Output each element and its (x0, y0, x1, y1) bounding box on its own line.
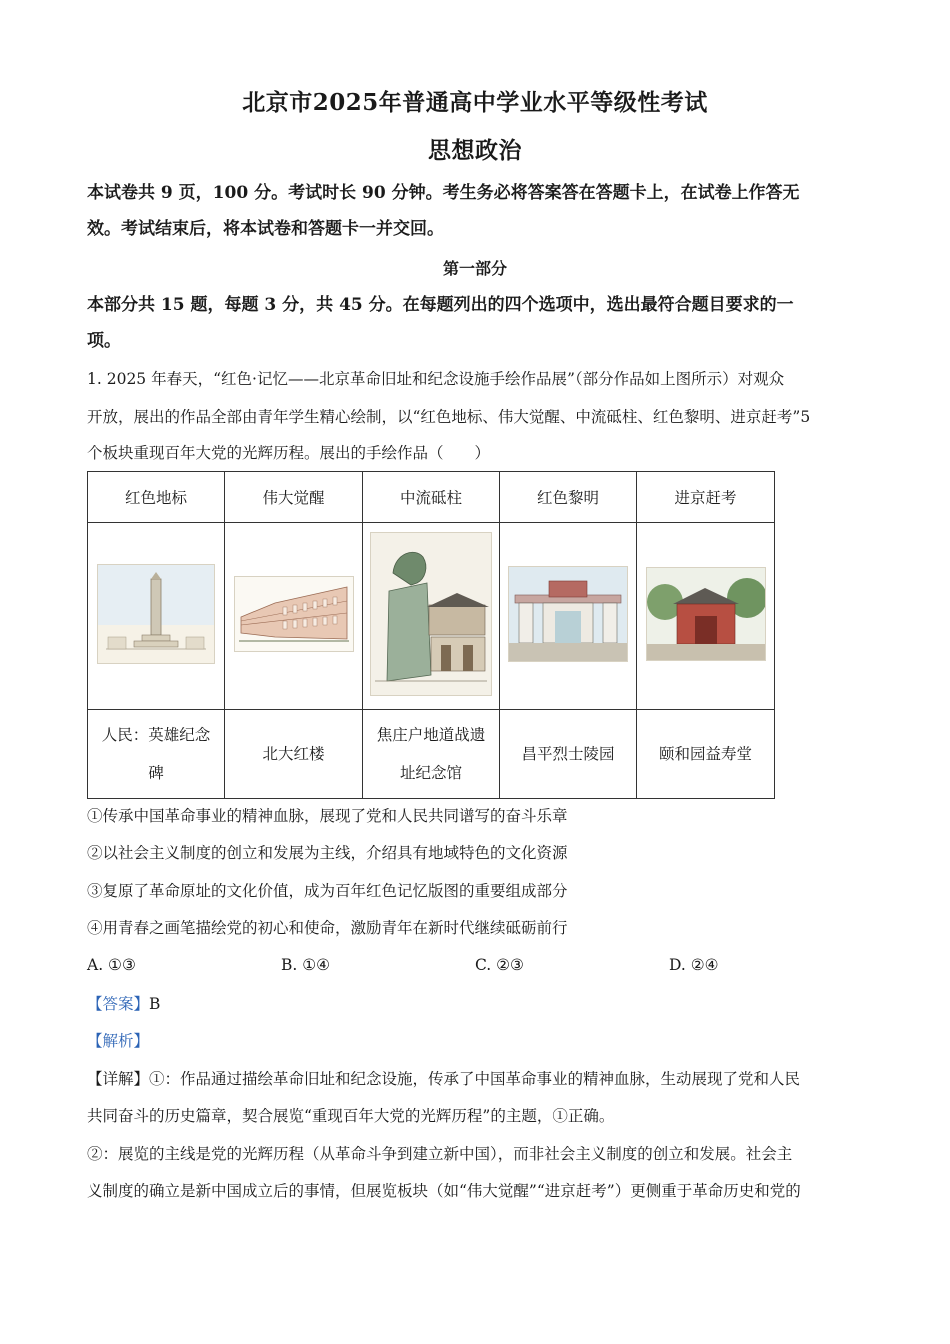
courtyard-hall-sketch (646, 567, 766, 661)
detail-line-4: 义制度的确立是新中国成立后的事情，但展览板块（如“伟大觉醒”“进京赶考”）更侧重于革命历史和党的 (87, 1182, 801, 1200)
answer-value: B (149, 995, 161, 1013)
name-cell (500, 710, 637, 799)
statement-4: ④用青春之画笔描绘党的初心和使命，激励青年在新时代继续砥砺前行 (87, 919, 568, 937)
instructions-line-1: 本试卷共 9 页，100 分。考试时长 90 分钟。考生务必将答案答在答题卡上，在试卷上作答无 (87, 183, 800, 203)
name-line: 碑 (148, 764, 164, 782)
header-cell: 进京赶考 (637, 472, 775, 523)
name-line: 址纪念馆 (399, 764, 462, 782)
name-line: 北大红楼 (262, 745, 325, 763)
option-b: B. ①④ (281, 956, 331, 974)
name-cell (637, 710, 775, 799)
tunnel-memorial-sketch (370, 532, 492, 696)
question-line-2: 开放，展出的作品全部由青年学生精心绘制，以“红色地标、伟大觉醒、中流砥柱、红色黎明、进京赶考”5 (87, 408, 811, 426)
statement-3: ③复原了革命原址的文化价值，成为百年红色记忆版图的重要组成部分 (87, 882, 568, 900)
part-description-line-1: 本部分共 15 题，每题 3 分，共 45 分。在每题列出的四个选项中，选出最符合题目要求的一 (87, 295, 794, 315)
detail-line-3: ②：展览的主线是党的光辉历程（从革命斗争到建立新中国），而非社会主义制度的创立和发展。社会主 (87, 1145, 793, 1163)
answer-label: 【答案】 (87, 995, 150, 1013)
name-cell (225, 710, 363, 799)
name-cell (363, 710, 500, 799)
red-building-sketch (234, 576, 354, 652)
name-line: 颐和园益寿堂 (658, 745, 752, 763)
artworks-table (87, 471, 775, 799)
image-cell (88, 523, 225, 710)
image-cell (363, 523, 500, 710)
instructions-line-2: 效。考试结束后，将本试卷和答题卡一并交回。 (87, 219, 444, 239)
detail-label: 【详解】 (87, 1070, 150, 1088)
detail-text: ①：作品通过描绘革命旧址和纪念设施，传承了中国革命事业的精神血脉，生动展现了党和人民 (149, 1070, 801, 1088)
statement-1: ①传承中国革命事业的精神血脉，展现了党和人民共同谱写的奋斗乐章 (87, 807, 568, 825)
image-cell (225, 523, 363, 710)
header-cell: 中流砥柱 (363, 472, 500, 523)
header-cell: 红色黎明 (500, 472, 637, 523)
name-line: 人民：英雄纪念 (101, 726, 211, 744)
option-a: A. ①③ (87, 956, 136, 974)
statement-2: ②以社会主义制度的创立和发展为主线，介绍具有地域特色的文化资源 (87, 844, 568, 862)
header-cell: 伟大觉醒 (225, 472, 363, 523)
memorial-gate-sketch (508, 566, 628, 662)
name-line: 焦庄户地道战遗 (376, 726, 486, 744)
image-cell (637, 523, 775, 710)
part-title: 第一部分 (442, 259, 507, 278)
detail-line-2: 共同奋斗的历史篇章，契合展览“重现百年大党的光辉历程”的主题，①正确。 (87, 1107, 615, 1125)
header-cell: 红色地标 (88, 472, 225, 523)
name-cell (88, 710, 225, 799)
question-line-3: 个板块重现百年大党的光辉历程。展出的手绘作品（ ） (87, 444, 491, 462)
monument-sketch (97, 564, 215, 664)
answer-line (87, 985, 160, 1023)
option-c: C. ②③ (475, 956, 524, 974)
name-line: 昌平烈士陵园 (521, 745, 615, 763)
question-line-1: 1. 2025 年春天，“红色·记忆——北京革命旧址和纪念设施手绘作品展”（部分作品如上图所示）对观众 (87, 370, 785, 388)
exam-title: 北京市2025年普通高中学业水平等级性考试 (242, 89, 708, 116)
option-d: D. ②④ (669, 956, 719, 974)
image-cell (500, 523, 637, 710)
subject-title: 思想政治 (428, 137, 522, 164)
analysis-label: 【解析】 (87, 1032, 150, 1050)
part-description-line-2: 项。 (87, 331, 121, 351)
detail-line-1 (87, 1060, 800, 1098)
